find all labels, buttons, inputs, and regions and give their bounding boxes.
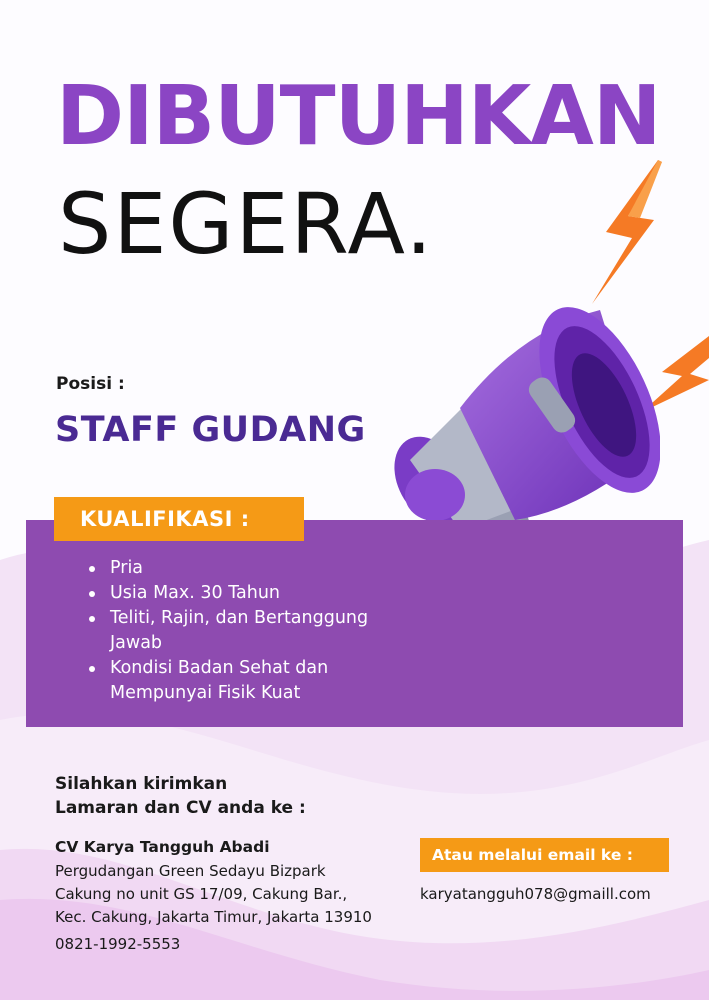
lightning-bolt-icon (588, 158, 664, 306)
address-line: Kec. Cakung, Jakarta Timur, Jakarta 13910 (55, 908, 372, 926)
list-item: Usia Max. 30 Tahun (88, 581, 408, 606)
list-item: Pria (88, 556, 408, 581)
company-address (55, 860, 372, 929)
address-line: Cakung no unit GS 17/09, Cakung Bar., (55, 885, 348, 903)
qualification-tag (54, 497, 304, 541)
instruction-line: Silahkan kirimkan (55, 774, 228, 794)
application-instructions (55, 772, 306, 820)
qualification-list (88, 556, 408, 706)
position-label: Posisi : (56, 374, 125, 394)
position-title: STAFF GUDANG (55, 410, 366, 450)
list-item: Teliti, Rajin, dan Bertanggung Jawab (88, 606, 408, 656)
email-address[interactable]: karyatangguh078@gmaill.com (420, 885, 651, 903)
list-item: Kondisi Badan Sehat dan Mempunyai Fisik Kuat (88, 656, 408, 706)
email-tag (420, 838, 669, 872)
address-line: Pergudangan Green Sedayu Bizpark (55, 862, 326, 880)
subheadline: SEGERA. (58, 175, 435, 273)
instruction-line: Lamaran dan CV anda ke : (55, 798, 306, 818)
qualification-title: KUALIFIKASI : (80, 507, 250, 531)
email-label: Atau melalui email ke : (432, 846, 633, 864)
phone-number: 0821-1992-5553 (55, 935, 181, 953)
company-name: CV Karya Tangguh Abadi (55, 838, 270, 856)
headline: DIBUTUHKAN (56, 69, 661, 164)
